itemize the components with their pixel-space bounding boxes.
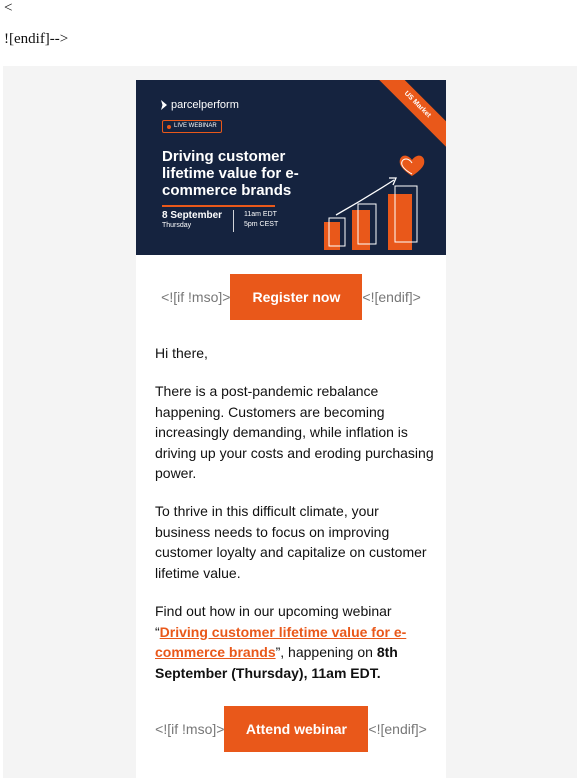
live-webinar-badge xyxy=(162,120,222,133)
title-underline xyxy=(162,205,275,207)
brand-logo xyxy=(160,99,239,111)
logo-text: parcelperform xyxy=(171,99,239,111)
growth-bars-heart-icon xyxy=(316,130,446,255)
register-cta-row xyxy=(136,274,446,320)
stray-endif-text: ![endif]--> xyxy=(4,31,69,47)
mso-open-text-2: <![if !mso]> xyxy=(155,721,225,737)
stray-markup-text: < xyxy=(4,0,13,16)
live-badge-label: LIVE WEBINAR xyxy=(174,123,217,129)
mso-close-text-2: <![endif]> xyxy=(368,721,427,737)
email-card xyxy=(136,80,446,780)
event-date: 8 September xyxy=(162,210,223,221)
logo-mark-icon xyxy=(160,100,168,110)
webinar-paragraph-mid: ”, happening on xyxy=(275,644,377,660)
webinar-paragraph-lead: Find out how in our upcoming webinar “ xyxy=(155,603,392,640)
mso-open-text: <![if !mso]> xyxy=(161,289,231,305)
greeting-text: Hi there, xyxy=(155,345,208,361)
us-market-ribbon: US Market xyxy=(372,80,446,150)
attend-cta-row xyxy=(136,706,446,752)
webinar-date-text: 8th September (Thursday), 11am EDT. xyxy=(155,644,398,681)
register-now-button[interactable]: Register now xyxy=(230,274,362,320)
climate-paragraph: To thrive in this difficult climate, your business needs to focus on improving customer loyalty and capitalize on customer lifetime value. xyxy=(155,503,427,581)
webinar-title-link[interactable]: Driving customer lifetime value for e-commerce brands xyxy=(155,623,407,660)
mso-close-text: <![endif]> xyxy=(362,289,421,305)
attend-webinar-button[interactable]: Attend webinar xyxy=(224,706,368,752)
event-day: Thursday xyxy=(162,222,192,229)
banner-title: Driving customer lifetime value for e-commerce brands xyxy=(162,148,299,199)
webinar-paragraph xyxy=(155,601,435,683)
event-time-cest: 5pm CEST xyxy=(244,221,279,228)
intro-paragraph: There is a post-pandemic rebalance happening. Customers are becoming increasingly demanding, while inflation is driving up your costs and eroding purchasing power. xyxy=(155,383,434,481)
event-time-edt: 11am EDT xyxy=(244,211,277,218)
webinar-banner[interactable] xyxy=(136,80,446,255)
live-dot-icon xyxy=(167,125,171,129)
date-separator xyxy=(233,210,234,232)
